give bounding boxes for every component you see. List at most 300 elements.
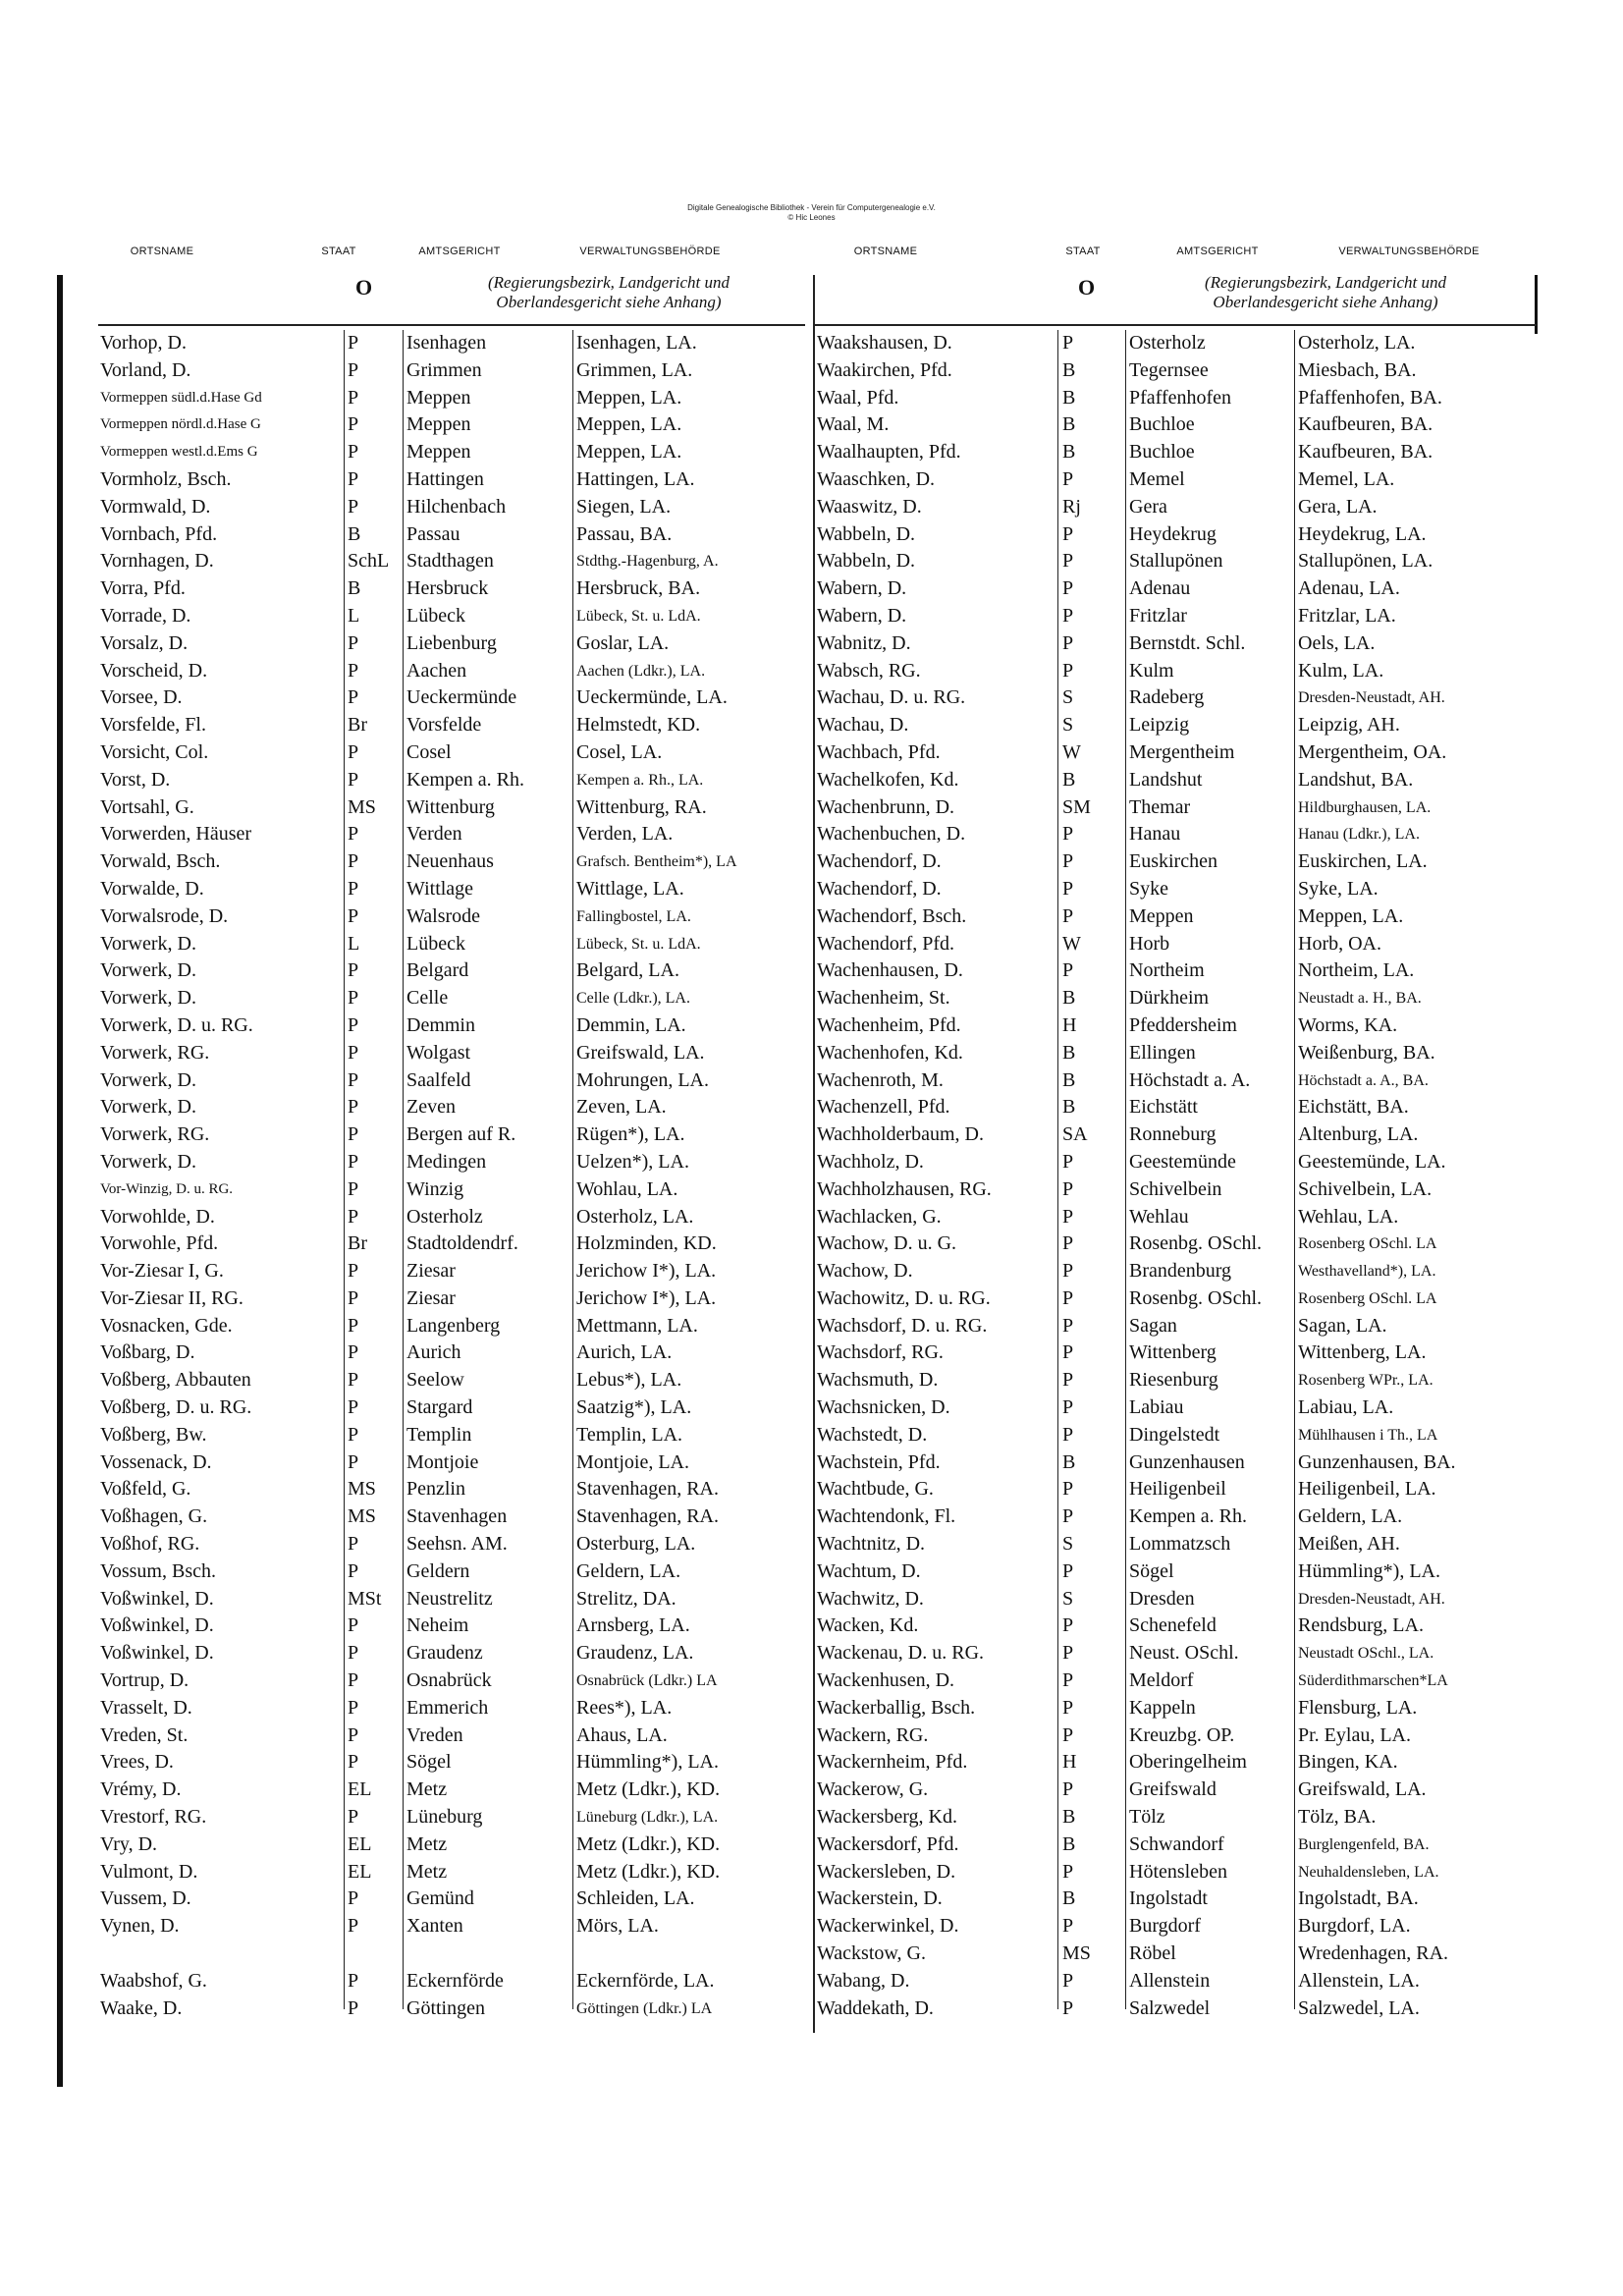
cell-verwaltung: Sagan, LA. (1298, 1314, 1387, 1337)
cell-verwaltung: Eichstätt, BA. (1298, 1096, 1409, 1119)
cell-ortsname: Wachholz, D. (817, 1150, 924, 1173)
cell-ortsname: Vorland, D. (100, 358, 191, 381)
cell-ortsname: Waalhaupten, Pfd. (817, 441, 961, 464)
cell-amtsgericht: Euskirchen (1129, 850, 1217, 873)
cell-amtsgericht: Ellingen (1129, 1041, 1196, 1064)
cell-ortsname: Vorwohle, Pfd. (100, 1232, 219, 1255)
cell-amtsgericht: Landshut (1129, 768, 1203, 791)
cell-ortsname: Wackersleben, D. (817, 1860, 956, 1883)
cell-ortsname: Vulmont, D. (100, 1860, 198, 1883)
cell-amtsgericht: Stavenhagen (406, 1505, 508, 1528)
header-rule-right (815, 324, 1537, 326)
cell-ortsname: Wackersberg, Kd. (817, 1806, 957, 1829)
cell-verwaltung: Euskirchen, LA. (1298, 850, 1428, 873)
cell-amtsgericht: Osterholz (1129, 332, 1206, 354)
cell-verwaltung: Göttingen (Ldkr.) LA (576, 1999, 713, 2017)
cell-staat: B (1062, 1096, 1076, 1119)
cell-verwaltung: Syke, LA. (1298, 877, 1379, 900)
cell-amtsgericht: Allenstein (1129, 1969, 1211, 1992)
cell-ortsname: Wachow, D. (817, 1260, 913, 1283)
cell-verwaltung: Metz (Ldkr.), KD. (576, 1832, 721, 1855)
table-row (817, 1176, 1539, 1204)
cell-staat: P (1062, 1177, 1074, 1200)
cell-staat: P (1062, 1396, 1074, 1419)
cell-staat: B (348, 577, 361, 600)
left-margin-rule (57, 275, 63, 2087)
cell-staat: P (348, 768, 359, 791)
cell-ortsname: Vossum, Bsch. (100, 1559, 216, 1582)
cell-amtsgericht: Metz (406, 1860, 448, 1883)
cell-ortsname: Wachenbrunn, D. (817, 795, 955, 818)
table-row (98, 548, 810, 575)
cell-ortsname: Waaswitz, D. (817, 495, 922, 518)
cell-amtsgericht: Ueckermünde (406, 686, 517, 709)
cell-ortsname: Wackstow, G. (817, 1942, 926, 1965)
table-row (817, 1640, 1539, 1667)
cell-ortsname: Vorwerk, D. (100, 987, 196, 1010)
cell-ortsname: Vorrade, D. (100, 604, 191, 627)
table-row (817, 684, 1539, 712)
cell-staat: P (1062, 1478, 1074, 1501)
cell-verwaltung: Hersbruck, BA. (576, 577, 701, 600)
cell-amtsgericht: Kreuzbg. OP. (1129, 1723, 1235, 1746)
cell-amtsgericht: Schenefeld (1129, 1614, 1217, 1637)
cell-amtsgericht: Penzlin (406, 1478, 465, 1501)
cell-amtsgericht: Kappeln (1129, 1696, 1196, 1719)
cell-ortsname: Wabang, D. (817, 1969, 910, 1992)
cell-staat: P (348, 877, 359, 900)
cell-ortsname: Voßwinkel, D. (100, 1587, 214, 1610)
cell-ortsname: Vorwerk, D. (100, 1068, 196, 1091)
cell-staat: P (1062, 1614, 1074, 1637)
table-row (98, 739, 810, 767)
cell-amtsgericht: Kempen a. Rh. (406, 768, 524, 791)
cell-amtsgericht: Stadthagen (406, 550, 494, 573)
cell-verwaltung: Passau, BA. (576, 522, 673, 545)
cell-staat: P (348, 1423, 359, 1446)
cell-amtsgericht: Tegernsee (1129, 358, 1209, 381)
cell-ortsname: Wachholderbaum, D. (817, 1123, 984, 1146)
credit-line: Digitale Genealogische Bibliothek - Verein für Computergenealogie e.V. (687, 203, 936, 212)
table-row (817, 1449, 1539, 1477)
table-row (817, 1503, 1539, 1531)
cell-amtsgericht: Neuenhaus (406, 850, 494, 873)
table-row (817, 767, 1539, 794)
cell-staat: B (1062, 386, 1076, 409)
table-row (817, 1913, 1539, 1941)
table-row (817, 1968, 1539, 1995)
table-row (817, 357, 1539, 385)
table-row (98, 712, 810, 739)
cell-ortsname: Waal, M. (817, 413, 890, 436)
cell-staat: P (1062, 1260, 1074, 1283)
cell-ortsname: Vorsicht, Col. (100, 740, 209, 763)
table-row (98, 575, 810, 603)
cell-staat: B (1062, 413, 1076, 436)
cell-verwaltung: Lüneburg (Ldkr.), LA. (576, 1809, 719, 1827)
note-line: Oberlandesgericht siehe Anhang) (496, 293, 722, 311)
table-row (817, 1941, 1539, 1968)
cell-ortsname: Wachendorf, Bsch. (817, 904, 967, 927)
table-row (817, 821, 1539, 848)
cell-verwaltung: Mühlhausen i Th., LA (1298, 1426, 1438, 1444)
cell-amtsgericht: Winzig (406, 1177, 464, 1200)
cell-amtsgericht: Radeberg (1129, 686, 1205, 709)
header-amtsgericht-right: AMTSGERICHT (1176, 246, 1259, 257)
cell-staat: P (1062, 1642, 1074, 1665)
table-row (98, 1230, 810, 1258)
cell-verwaltung: Altenburg, LA. (1298, 1123, 1419, 1146)
cell-staat: P (1062, 1286, 1074, 1309)
table-row (817, 1422, 1539, 1449)
cell-staat: P (348, 413, 359, 436)
table-row (817, 1586, 1539, 1613)
center-divider (813, 275, 815, 2033)
cell-staat: SA (1062, 1123, 1088, 1146)
cell-ortsname: Vorsfelde, Fl. (100, 714, 206, 737)
header-amtsgericht-left: AMTSGERICHT (418, 246, 501, 257)
cell-ortsname: Wachtbude, G. (817, 1478, 934, 1501)
cell-amtsgericht: Göttingen (406, 1996, 485, 2019)
cell-verwaltung: Pfaffenhofen, BA. (1298, 386, 1442, 409)
cell-staat: P (1062, 877, 1074, 900)
cell-staat: EL (348, 1832, 372, 1855)
cell-amtsgericht: Xanten (406, 1915, 463, 1938)
table-row (98, 1149, 810, 1176)
cell-ortsname: Vorwerk, RG. (100, 1041, 210, 1064)
cell-staat: P (348, 1341, 359, 1364)
cell-amtsgericht: Adenau (1129, 577, 1191, 600)
cell-staat: P (1062, 1996, 1074, 2019)
cell-ortsname: Wabern, D. (817, 604, 907, 627)
cell-amtsgericht: Röbel (1129, 1942, 1176, 1965)
cell-verwaltung: Geldern, LA. (576, 1559, 681, 1582)
cell-verwaltung: Kulm, LA. (1298, 659, 1384, 682)
credit-copyright: © Hic Leones (787, 213, 836, 222)
cell-amtsgericht: Stargard (406, 1396, 473, 1419)
cell-verwaltung: Graudenz, LA. (576, 1642, 694, 1665)
cell-verwaltung: Demmin, LA. (576, 1013, 686, 1036)
cell-amtsgericht: Pfeddersheim (1129, 1013, 1237, 1036)
cell-verwaltung: Gunzenhausen, BA. (1298, 1450, 1456, 1473)
cell-staat: B (1062, 1806, 1076, 1829)
cell-ortsname: Wachow, D. u. G. (817, 1232, 957, 1255)
table-row (817, 1695, 1539, 1722)
cell-verwaltung: Belgard, LA. (576, 959, 679, 982)
cell-verwaltung: Rügen*), LA. (576, 1123, 685, 1146)
cell-staat: P (1062, 550, 1074, 573)
cell-ortsname: Vry, D. (100, 1832, 158, 1855)
cell-staat: EL (348, 1860, 372, 1883)
cell-ortsname: Vorwerk, D. (100, 1096, 196, 1119)
table-row (98, 794, 810, 822)
table-row (817, 1094, 1539, 1121)
spacer-row (98, 1941, 810, 1968)
header-staat-left: STAAT (321, 246, 356, 257)
table-row (817, 848, 1539, 876)
cell-verwaltung: Geestemünde, LA. (1298, 1150, 1446, 1173)
cell-ortsname: Vorscheid, D. (100, 659, 208, 682)
cell-staat: P (1062, 659, 1074, 682)
cell-verwaltung: Schleiden, LA. (576, 1887, 695, 1910)
cell-ortsname: Wachsnicken, D. (817, 1396, 950, 1419)
cell-ortsname: Wachenhausen, D. (817, 959, 963, 982)
table-row (98, 985, 810, 1012)
cell-staat: P (1062, 823, 1074, 846)
cell-ortsname: Vorhop, D. (100, 332, 187, 354)
cell-amtsgericht: Memel (1129, 467, 1185, 490)
table-row (98, 1422, 810, 1449)
cell-verwaltung: Grafsch. Bentheim*), LA (576, 853, 737, 871)
cell-amtsgericht: Buchloe (1129, 413, 1195, 436)
cell-verwaltung: Meppen, LA. (1298, 904, 1404, 927)
cell-verwaltung: Wredenhagen, RA. (1298, 1942, 1449, 1965)
cell-ortsname: Voßhagen, G. (100, 1505, 208, 1528)
cell-ortsname: Wachendorf, Pfd. (817, 932, 955, 955)
cell-staat: Rj (1062, 495, 1081, 518)
cell-amtsgericht: Wehlau (1129, 1205, 1189, 1228)
cell-amtsgericht: Langenberg (406, 1314, 501, 1337)
cell-ortsname: Voßhof, RG. (100, 1533, 200, 1556)
cell-staat: P (1062, 904, 1074, 927)
table-row (817, 411, 1539, 439)
cell-ortsname: Wachsdorf, RG. (817, 1341, 944, 1364)
cell-amtsgericht: Aachen (406, 659, 467, 682)
cell-staat: P (1062, 577, 1074, 600)
cell-verwaltung: Northeim, LA. (1298, 959, 1415, 982)
cell-verwaltung: Weißenburg, BA. (1298, 1041, 1435, 1064)
cell-verwaltung: Salzwedel, LA. (1298, 1996, 1420, 2019)
cell-verwaltung: Uelzen*), LA. (576, 1150, 689, 1173)
cell-staat: S (1062, 714, 1074, 737)
cell-amtsgericht: Dingelstedt (1129, 1423, 1220, 1446)
cell-amtsgericht: Hilchenbach (406, 495, 507, 518)
table-row (817, 1804, 1539, 1831)
cell-verwaltung: Memel, LA. (1298, 467, 1395, 490)
cell-ortsname: Wachenbuchen, D. (817, 823, 966, 846)
cell-staat: P (348, 1013, 359, 1036)
cell-amtsgericht: Liebenburg (406, 631, 497, 654)
table-row (98, 1968, 810, 1995)
table-row (98, 848, 810, 876)
cell-verwaltung: Geldern, LA. (1298, 1505, 1403, 1528)
cell-amtsgericht: Wittlage (406, 877, 474, 900)
cell-verwaltung: Meppen, LA. (576, 386, 682, 409)
cell-ortsname: Wachwitz, D. (817, 1587, 924, 1610)
cell-verwaltung: Bingen, KA. (1298, 1751, 1398, 1774)
cell-amtsgericht: Tölz (1129, 1806, 1165, 1829)
cell-verwaltung: Stdthg.-Hagenburg, A. (576, 553, 719, 571)
cell-ortsname: Vorwalde, D. (100, 877, 204, 900)
cell-ortsname: Wachbach, Pfd. (817, 740, 941, 763)
cell-amtsgericht: Fritzlar (1129, 604, 1187, 627)
table-row (98, 1476, 810, 1503)
cell-amtsgericht: Demmin (406, 1013, 475, 1036)
cell-verwaltung: Osterholz, LA. (576, 1205, 694, 1228)
cell-staat: P (348, 1396, 359, 1419)
cell-ortsname: Vrémy, D. (100, 1778, 182, 1801)
cell-staat: B (1062, 768, 1076, 791)
cell-staat: MS (348, 1478, 376, 1501)
cell-amtsgericht: Horb (1129, 932, 1170, 955)
cell-ortsname: Voßberg, D. u. RG. (100, 1396, 252, 1419)
cell-ortsname: Wachendorf, D. (817, 850, 942, 873)
cell-verwaltung: Labiau, LA. (1298, 1396, 1394, 1419)
cell-ortsname: Wabsch, RG. (817, 659, 921, 682)
cell-ortsname: Waake, D. (100, 1996, 183, 2019)
cell-ortsname: Waddekath, D. (817, 1996, 934, 2019)
cell-verwaltung: Holzminden, KD. (576, 1232, 717, 1255)
table-row (98, 1749, 810, 1777)
cell-ortsname: Wabbeln, D. (817, 550, 916, 573)
cell-verwaltung: Ingolstadt, BA. (1298, 1887, 1419, 1910)
cell-ortsname: Wabern, D. (817, 577, 907, 600)
cell-amtsgericht: Sagan (1129, 1314, 1177, 1337)
cell-ortsname: Vorwerk, D. (100, 1150, 196, 1173)
cell-amtsgericht: Lommatzsch (1129, 1533, 1231, 1556)
cell-staat: P (348, 1533, 359, 1556)
cell-ortsname: Wackerballig, Bsch. (817, 1696, 976, 1719)
cell-amtsgericht: Meppen (406, 441, 471, 464)
cell-amtsgericht: Mergentheim (1129, 740, 1235, 763)
cell-verwaltung: Montjoie, LA. (576, 1450, 689, 1473)
table-row (98, 1121, 810, 1149)
cell-verwaltung: Verden, LA. (576, 823, 674, 846)
cell-staat: L (348, 932, 360, 955)
cell-staat: P (348, 959, 359, 982)
cell-ortsname: Vrestorf, RG. (100, 1806, 207, 1829)
table-row (98, 1204, 810, 1231)
table-row (98, 1285, 810, 1313)
table-row (817, 1067, 1539, 1095)
cell-verwaltung: Stavenhagen, RA. (576, 1505, 719, 1528)
cell-staat: P (348, 1887, 359, 1910)
cell-amtsgericht: Montjoie (406, 1450, 479, 1473)
cell-staat: P (348, 850, 359, 873)
cell-staat: H (1062, 1751, 1077, 1774)
cell-ortsname: Voßberg, Bw. (100, 1423, 207, 1446)
cell-verwaltung: Eckernförde, LA. (576, 1969, 715, 1992)
table-row (98, 1859, 810, 1886)
cell-verwaltung: Grimmen, LA. (576, 358, 693, 381)
cell-staat: P (1062, 1369, 1074, 1392)
cell-verwaltung: Aachen (Ldkr.), LA. (576, 662, 706, 680)
table-row (98, 1804, 810, 1831)
cell-amtsgericht: Neustrelitz (406, 1587, 493, 1610)
header-rule-left (98, 324, 805, 326)
table-row (817, 630, 1539, 658)
cell-verwaltung: Dresden-Neustadt, AH. (1298, 1590, 1445, 1608)
cell-amtsgericht: Labiau (1129, 1396, 1184, 1419)
cell-staat: P (348, 1068, 359, 1091)
cell-verwaltung: Meißen, AH. (1298, 1533, 1400, 1556)
table-row (817, 1012, 1539, 1040)
note-line: Oberlandesgericht siehe Anhang) (1213, 293, 1438, 311)
table-row (98, 466, 810, 494)
cell-amtsgericht: Vorsfelde (406, 714, 482, 737)
cell-staat: P (1062, 1915, 1074, 1938)
cell-verwaltung: Mergentheim, OA. (1298, 740, 1447, 763)
cell-staat: P (348, 1559, 359, 1582)
subheader-note-right (1129, 273, 1522, 312)
cell-staat: P (348, 686, 359, 709)
cell-ortsname: Vosnacken, Gde. (100, 1314, 233, 1337)
cell-ortsname: Wachelkofen, Kd. (817, 768, 959, 791)
cell-amtsgericht: Gera (1129, 495, 1167, 518)
cell-amtsgericht: Pfaffenhofen (1129, 386, 1232, 409)
cell-staat: P (348, 1205, 359, 1228)
table-row (817, 385, 1539, 412)
table-row (98, 630, 810, 658)
cell-verwaltung: Worms, KA. (1298, 1013, 1398, 1036)
cell-staat: P (1062, 332, 1074, 354)
cell-amtsgericht: Wittenburg (406, 795, 495, 818)
cell-verwaltung: Jerichow I*), LA. (576, 1286, 717, 1309)
cell-amtsgericht: Leipzig (1129, 714, 1190, 737)
table-row (817, 548, 1539, 575)
table-row (98, 876, 810, 903)
table-row (817, 957, 1539, 985)
cell-verwaltung: Kempen a. Rh., LA. (576, 771, 704, 789)
cell-staat: P (348, 358, 359, 381)
cell-verwaltung: Tölz, BA. (1298, 1806, 1377, 1829)
cell-amtsgericht: Gemünd (406, 1887, 474, 1910)
table-row (817, 1722, 1539, 1750)
cell-ortsname: Wachtnitz, D. (817, 1533, 926, 1556)
table-row (98, 1012, 810, 1040)
cell-amtsgericht: Lüneburg (406, 1806, 483, 1829)
cell-amtsgericht: Celle (406, 987, 449, 1010)
cell-amtsgericht: Kulm (1129, 659, 1174, 682)
table-row (817, 466, 1539, 494)
cell-verwaltung: Stallupönen, LA. (1298, 550, 1434, 573)
cell-ortsname: Vormeppen westl.d.Ems G (100, 444, 258, 461)
cell-staat: P (348, 1450, 359, 1473)
table-row (98, 957, 810, 985)
cell-amtsgericht: Neust. OSchl. (1129, 1642, 1239, 1665)
table-row (817, 1313, 1539, 1340)
cell-ortsname: Wabbeln, D. (817, 522, 916, 545)
cell-verwaltung: Arnsberg, LA. (576, 1614, 690, 1637)
cell-verwaltung: Mettmann, LA. (576, 1314, 698, 1337)
cell-ortsname: Wacken, Kd. (817, 1614, 919, 1637)
cell-amtsgericht: Geldern (406, 1559, 470, 1582)
cell-staat: P (348, 1751, 359, 1774)
cell-amtsgericht: Meppen (1129, 904, 1194, 927)
cell-verwaltung: Fallingbostel, LA. (576, 907, 691, 925)
cell-ortsname: Vorwerk, D. (100, 932, 196, 955)
cell-verwaltung: Aurich, LA. (576, 1341, 673, 1364)
cell-staat: P (348, 1096, 359, 1119)
cell-verwaltung: Oels, LA. (1298, 631, 1376, 654)
cell-verwaltung: Osnabrück (Ldkr.) LA (576, 1672, 718, 1690)
table-row (98, 603, 810, 630)
cell-amtsgericht: Burgdorf (1129, 1915, 1201, 1938)
cell-amtsgericht: Ronneburg (1129, 1123, 1217, 1146)
cell-amtsgericht: Metz (406, 1778, 448, 1801)
cell-amtsgericht: Schivelbein (1129, 1177, 1222, 1200)
cell-staat: B (1062, 358, 1076, 381)
cell-amtsgericht: Stadtoldendrf. (406, 1232, 518, 1255)
cell-amtsgericht: Emmerich (406, 1696, 489, 1719)
cell-staat: H (1062, 1013, 1077, 1036)
table-row (817, 712, 1539, 739)
table-row (98, 931, 810, 958)
cell-verwaltung: Horb, OA. (1298, 932, 1381, 955)
cell-verwaltung: Rosenberg OSchl. LA (1298, 1235, 1437, 1253)
cell-staat: P (1062, 1696, 1074, 1719)
cell-amtsgericht: Eichstätt (1129, 1096, 1198, 1119)
